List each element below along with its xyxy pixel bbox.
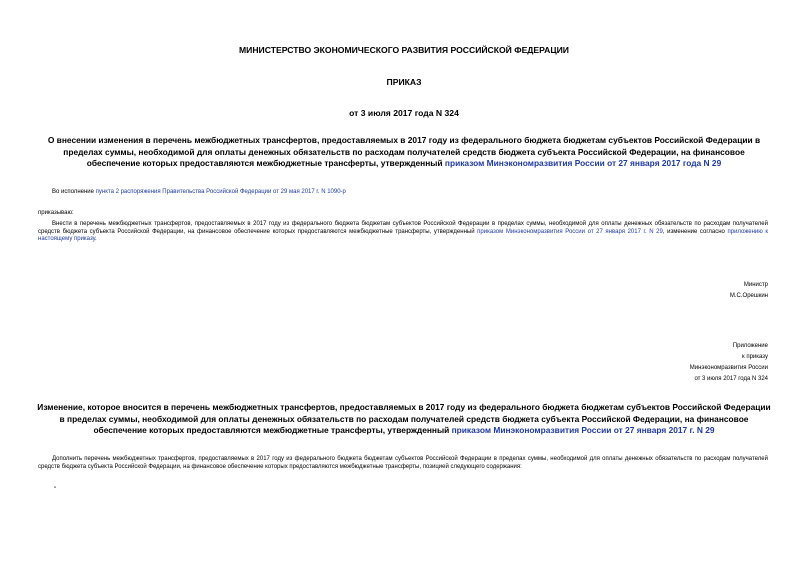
- order-title: [36, 135, 772, 170]
- government-decree-link[interactable]: пункта 2 распоряжения Правительства Российской Федерации от 29 мая 2017 г. N 1090-р: [95, 189, 346, 195]
- appendix-link[interactable]: приложению к настоящему приказу: [38, 228, 768, 243]
- order-date-number: от 3 июля 2017 года N 324: [349, 108, 459, 118]
- appendix-title: [36, 402, 772, 437]
- preamble: [52, 189, 752, 197]
- order-body-text-3: .: [95, 236, 97, 243]
- appendix-label: Приложение: [732, 343, 768, 349]
- appendix-title-text: Изменение, которое вносится в перечень межбюджетных трансфертов, предоставляемых в 2017 году из федерального бюджета бюджетам субъектов Российской Федерации в пределах суммы, необходимой для оплаты денежных обязательств по расходам получателей средств бюджета субъекта Российской Федерации, на финансовое обеспечение которых предоставляются межбюджетные трансферты, утвержденный: [37, 402, 771, 435]
- appendix-body-paragraph: Дополнить перечень межбюджетных трансфертов, предоставляемых в 2017 году из федерального бюджета бюджетам субъектов Российской Федерации в пределах суммы, необходимой для оплаты денежных обязательств по расходам получателей средств бюджета субъекта Российской Федерации, на финансовое обеспечение которых предоставляются межбюджетные трансферты, позицией следующего содержания:: [38, 456, 768, 470]
- quote-mark: ": [54, 487, 57, 493]
- preamble-text: Во исполнение: [52, 189, 96, 195]
- order-title-text: О внесении изменения в перечень межбюджетных трансфертов, предоставляемых в 2017 году из федерального бюджета бюджетам субъектов Российской Федерации в пределах суммы, необходимой для оплаты денежных обязательств по расходам получателей средств бюджета субъекта Российской Федерации, на финансовое обеспечение которых предоставляются межбюджетные трансферты, утвержденный: [47, 135, 761, 168]
- doc-type-heading: ПРИКАЗ: [386, 77, 422, 87]
- order-body-text-2: , изменение согласно: [662, 228, 728, 235]
- signature-position: Министр: [743, 282, 768, 288]
- appendix-title-link[interactable]: приказом Минэкономразвития России от 27 января 2017 г. N 29: [451, 425, 715, 435]
- ministry-heading: МИНИСТЕРСТВО ЭКОНОМИЧЕСКОГО РАЗВИТИЯ РОССИЙСКОЙ ФЕДЕРАЦИИ: [239, 45, 569, 55]
- signature-name: М.С.Орешкин: [729, 293, 768, 299]
- order-body-text-1: Внести в перечень межбюджетных трансфертов, предоставляемых в 2017 году из федерального бюджета бюджетам субъектов Российской Федерации в пределах суммы, необходимой для оплаты денежных обязательств по расходам получателей средств бюджета субъекта Российской Федерации, на финансовое обеспечение которых предоставляются межбюджетные трансферты, утвержденный: [38, 221, 768, 235]
- order-title-link[interactable]: приказом Минэкономразвития России от 27 января 2017 года N 29: [444, 158, 722, 168]
- appendix-ministry: Минэкономразвития России: [689, 365, 768, 371]
- appendix-date: от 3 июля 2017 года N 324: [694, 376, 768, 382]
- order-29-link[interactable]: приказом Минэкономразвития России от 27 января 2017 г. N 29: [477, 228, 663, 235]
- appendix-to-order: к приказу: [742, 354, 768, 360]
- order-word: приказываю:: [38, 210, 74, 216]
- order-body-paragraph: [38, 221, 768, 244]
